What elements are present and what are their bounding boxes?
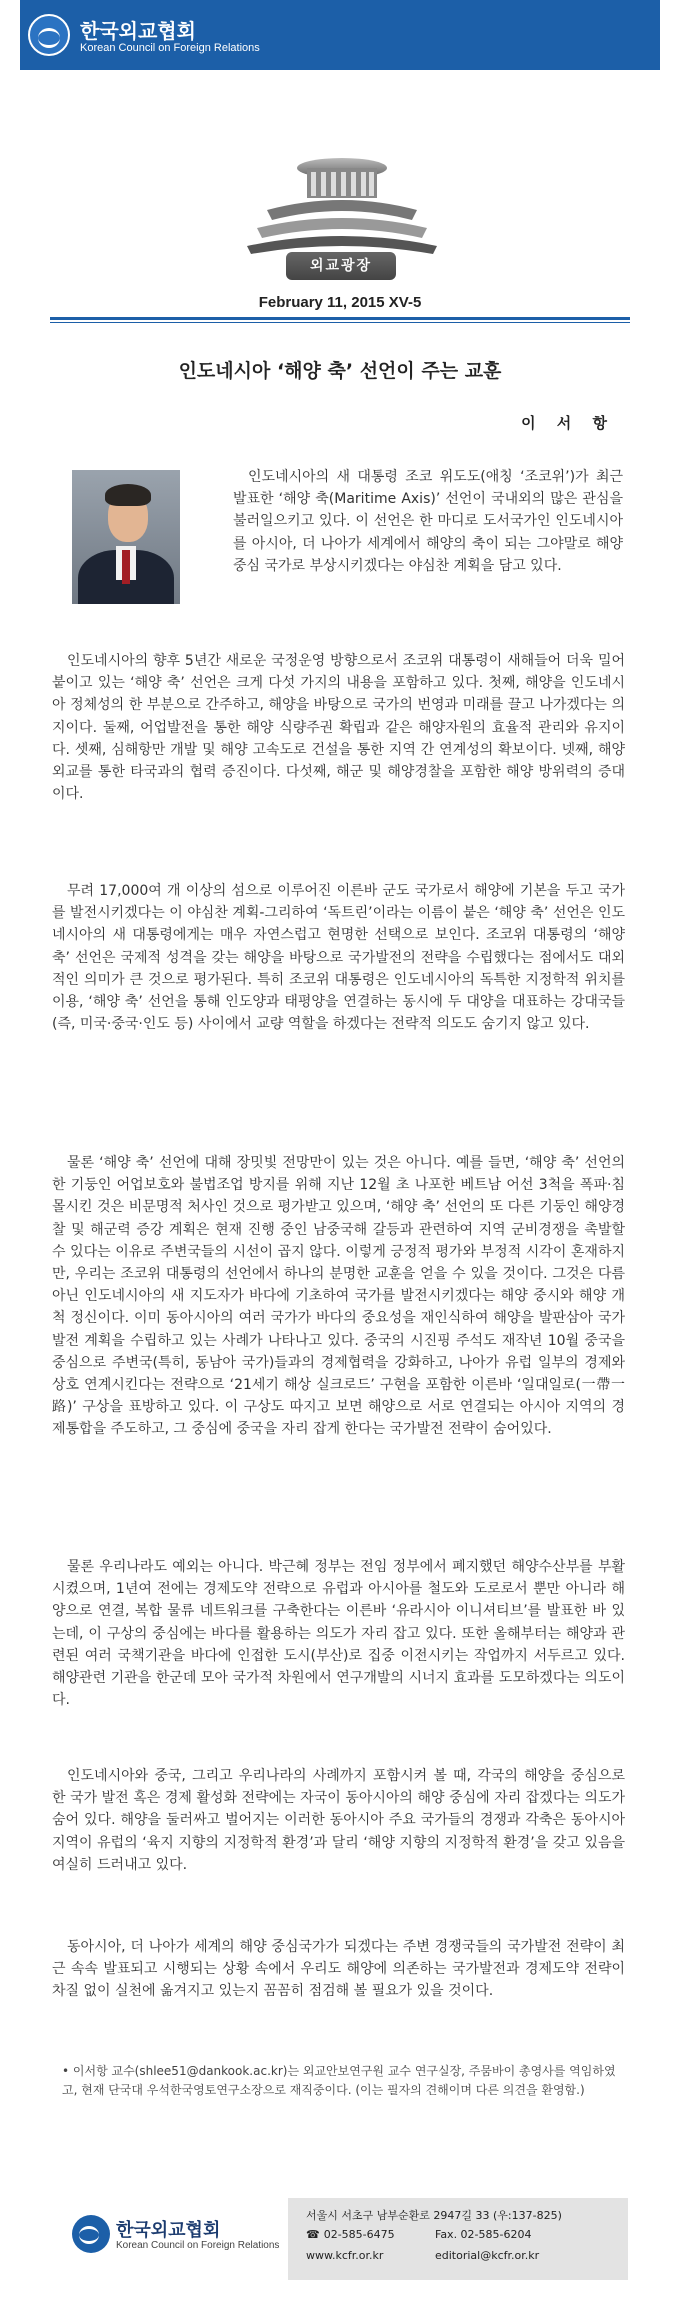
address: 서울시 서초구 남부순환로 2947길 33 (우:137-825) [306,2209,562,2222]
email-link[interactable]: editorial@kcfr.or.kr [435,2249,540,2262]
author-name: 이 서 항 [521,414,615,432]
forum-badge: 외교광장 [286,252,396,280]
footer-logo-icon [72,2215,110,2253]
org-name-kr: 한국외교협회 [80,19,196,43]
divider [50,317,630,320]
author-photo [72,470,180,604]
body-paragraph: 무려 17,000여 개 이상의 섬으로 이루어진 이른바 군도 국가로서 해양에 기본을 두고 국가를 발전시키겠다는 이 야심찬 계획-그리하여 ‘독트린’이라는 이름이 붙은 ‘해양 축’ 선언은 인도네시아의 새 대통령에게는 매우 자연스럽고 현명한 선택으로 보인다. 조코위 대통령의 ‘해양 축’ 선언은 국제적 성격을 갖는 해양을 바탕으로 국가발전의 전략을 수립했다는 점에서도 대외적인 의미가 큰 것으로 평가된다. 특히 조코위 대통령은 인도네시아의 독특한 지정학적 위치를 이용, ‘해양 축’ 선언을 통해 인도양과 태평양을 연결하는 동시에 두 대양을 대표하는 강대국들(즉, 미국·중국·인도 등) 사이에서 교량 역할을 하겠다는 전략적 의도도 숨기지 않고 있다. [52,883,625,1033]
footer-org-name-kr: 한국외교협회 [116,2220,221,2241]
article-title: 인도네시아 ‘해양 축’ 선언이 주는 교훈 [178,360,502,382]
phone-number: 02-585-6475 [323,2228,395,2241]
author-note: • 이서항 교수(shlee51@dankook.ac.kr)는 외교안보연구원 교수 연구실장, 주뭄바이 총영사를 역임하였고, 현재 단국대 우석한국영토연구소장으로 재직중이다. (이는 필자의 견해이며 다른 의견을 환영함.) [62,2064,616,2097]
website-link[interactable]: www.kcfr.or.kr [306,2249,384,2262]
phone-icon: ☎ [306,2228,320,2241]
phone [306,2228,395,2241]
fax: Fax. 02-585-6204 [435,2228,532,2241]
body-paragraph: 물론 우리나라도 예외는 아니다. 박근혜 정부는 전임 정부에서 폐지했던 해양수산부를 부활시켰으며, 1년여 전에는 경제도약 전략으로 유럽과 아시아를 철도와 도로로서 뿐만 아니라 해양으로 연결, 복합 물류 네트워크를 구축한다는 이른바 ‘유라시아 이니셔티브’를 발표한 바 있는데, 이 구상의 중심에는 바다를 활용하는 의도가 자리 잡고 있다. 또한 올해부터는 해양과 관련된 여러 국책기관을 바다에 인접한 도시(부산)로 집중 이전시키는 작업까지 서두르고 있다. 해양관련 기관을 한군데 모아 국가적 차원에서 연구개발의 시너지 효과를 도모하겠다는 의도이다. [52,1559,625,1709]
lead-paragraph: 인도네시아의 새 대통령 조코 위도도(애칭 ‘조코위’)가 최근 발표한 ‘해양 축(Maritime Axis)’ 선언이 국내외의 많은 관심을 불러일으키고 있다. 이 선언은 한 마디로 도서국가인 인도네시아를 아시아, 더 나아가 세계에서 해양의 축이 되는 그야말로 해양 중심 국가로 부상시키겠다는 야심찬 계획을 담고 있다. [233,469,623,574]
org-name-en: Korean Council on Foreign Relations [80,42,260,54]
body-paragraph: 인도네시아의 향후 5년간 새로운 국정운영 방향으로서 조코위 대통령이 새해들어 더욱 밀어붙이고 있는 ‘해양 축’ 선언은 크게 다섯 가지의 내용을 포함하고 있다. 첫째, 해양을 인도네시아 정체성의 한 부분으로 간주하고, 해양을 바탕으로 국가의 번영과 미래를 끌고 나가겠다는 의지이다. 둘째, 어업발전을 통한 해양 식량주권 확립과 같은 해양자원의 효율적 관리와 유지이다. 셋째, 심해항만 개발 및 해양 고속도로 건설을 통한 지역 간 연계성의 확보이다. 넷째, 해양외교를 통한 타국과의 협력 증진이다. 다섯째, 해군 및 해양경찰을 포함한 해양 방위력의 증대이다. [52,653,625,803]
body-paragraph: 인도네시아와 중국, 그리고 우리나라의 사례까지 포함시켜 볼 때, 각국의 해양을 중심으로 한 국가 발전 혹은 경제 활성화 전략에는 자국이 동아시아의 해양 중심에 자리 잡겠다는 의도가 숨어 있다. 해양을 둘러싸고 벌어지는 이러한 동아시아 주요 국가들의 경쟁과 각축은 동아시아 지역이 유럽의 ‘육지 지향의 지정학적 환경’과 달리 ‘해양 지향의 지정학적 환경’을 갖고 있음을 여실히 드러내고 있다. [52,1768,625,1873]
body-paragraph: 동아시아, 더 나아가 세계의 해양 중심국가가 되겠다는 주변 경쟁국들의 국가발전 전략이 최근 속속 발표되고 시행되는 상황 속에서 우리도 해양에 의존하는 국가발전과 경제도약 전략이 차질 없이 실천에 옮겨지고 있는지 꼼꼼히 점검해 볼 필요가 있을 것이다. [52,1939,625,2000]
issue-date: February 11, 2015 XV-5 [258,294,422,311]
org-logo-icon [28,14,70,56]
footer-org-name-en: Korean Council on Foreign Relations [116,2240,280,2251]
divider [50,322,630,323]
body-paragraph: 물론 ‘해양 축’ 선언에 대해 장밋빛 전망만이 있는 것은 아니다. 예를 들면, ‘해양 축’ 선언의 한 기둥인 어업보호와 불법조업 방지를 위해 지난 12월 초 나포한 베트남 어선 3척을 폭파·침몰시킨 것은 비문명적 처사인 것으로 평가받고 있으며, ‘해양 축’ 선언의 또 다른 기둥인 해양경찰 및 해군력 증강 계획은 현재 진행 중인 남중국해 갈등과 관련하여 지역 군비경쟁을 촉발할 수 있다는 이유로 주변국들의 시선이 곱지 않다. 이렇게 긍정적 평가와 부정적 시각이 혼재하지만, 우리는 조코위 대통령의 선언에서 하나의 분명한 교훈을 얻을 수 있을 것이다. 그것은 다름 아닌 인도네시아의 새 지도자가 바다에 기초하여 국가를 발전시키겠다는 해양 중시와 해양 개척 정신이다. 이미 동아시아의 여러 국가가 바다의 중요성을 재인식하여 해양을 발판삼아 국가발전 계획을 수립하고 있는 사례가 나타나고 있다. 중국의 시진핑 주석도 재작년 10월 중국을 중심으로 주변국(특히, 동남아 국가)들과의 경제협력을 강화하고, 나아가 유럽 일부의 경제와 상호 연계시킨다는 전략으로 ‘21세기 해상 실크로드’ 구현을 포함한 이른바 ‘일대일로(一帶一路)’ 구상을 표방하고 있다. 이 구상도 따지고 보면 해양으로 서로 연결되는 아시아 지역의 경제통합을 주도하고, 그 중심에 중국을 자리 잡게 한다는 국가발전 전략이 숨어있다. [52,1155,625,1438]
